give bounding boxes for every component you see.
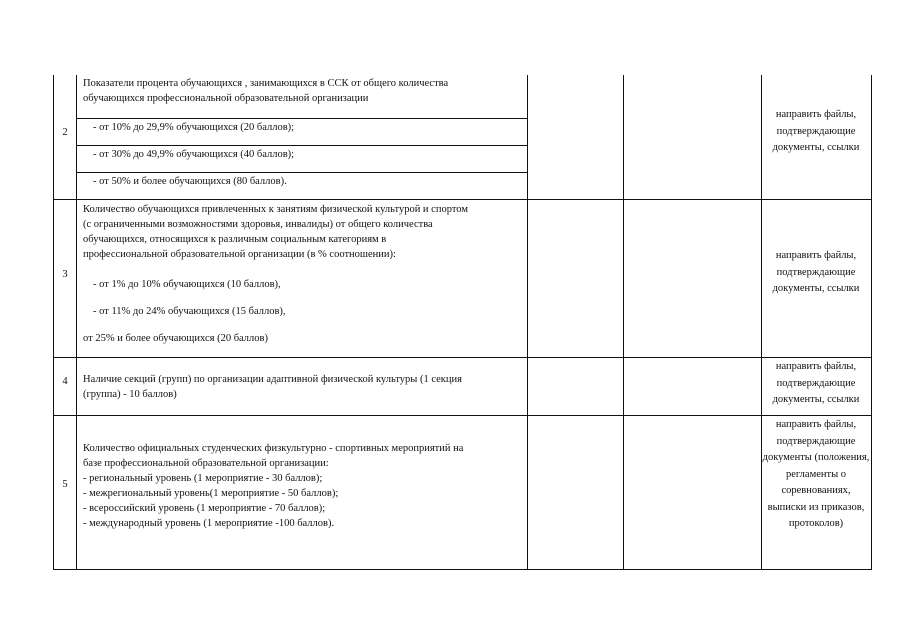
table-border-bottom — [53, 569, 872, 570]
row-separator — [53, 357, 872, 358]
table-border-right — [871, 75, 872, 570]
row-separator — [53, 415, 872, 416]
row-number: 4 — [62, 376, 68, 387]
evidence-note: направить файлы, подтверждающие документы, ссылки — [772, 361, 860, 405]
row-separator — [53, 199, 872, 200]
row2-subdivider — [76, 118, 527, 119]
criterion-option: - от 30% до 49,9% обучающихся (40 баллов); — [93, 149, 295, 160]
criterion-heading: Наличие секций (групп) по организации адаптивной физической культуры (1 секция (группа) - 10 баллов) — [83, 374, 462, 400]
criterion-heading: Показатели процента обучающихся , занимающихся в ССК от общего количества обучающихся профессиональной образовательной организации — [83, 78, 449, 104]
criterion-option: - от 50% и более обучающихся (80 баллов). — [93, 176, 287, 187]
row2-subdivider — [76, 145, 527, 146]
criterion-option: - от 11% до 24% обучающихся (15 баллов), — [93, 306, 286, 317]
row-number: 2 — [62, 127, 68, 138]
column-divider-num — [76, 75, 77, 570]
criterion-option: - от 10% до 29,9% обучающихся (20 баллов); — [93, 122, 295, 133]
column-divider-mid — [623, 75, 624, 570]
table-border-left — [53, 75, 54, 570]
evidence-note: направить файлы, подтверждающие документы, ссылки — [772, 109, 860, 153]
evidence-note: направить файлы, подтверждающие документы, ссылки — [772, 250, 860, 294]
criterion-heading: Количество официальных студенческих физкультурно - спортивных мероприятий на базе профессиональной образовательной организации: - региональный уровень (1 мероприятие - 30 баллов); - межрегиональный уровень(1 мероприятие - 50 баллов); - всероссийский уровень (1 мероприятие - 70 баллов); - международный уровень (1 мероприятие -100 баллов). — [83, 443, 464, 529]
column-divider-criteria — [527, 75, 528, 570]
criteria-table — [53, 75, 872, 570]
criterion-option: - от 1% до 10% обучающихся (10 баллов), — [93, 279, 281, 290]
row2-subdivider — [76, 172, 527, 173]
evidence-note: направить файлы, подтверждающие документы (положения, регламенты о соревнованиях, выписки из приказов, протоколов) — [762, 419, 870, 529]
row-number: 5 — [62, 479, 68, 490]
criterion-heading: Количество обучающихся привлеченных к занятиям физической культурой и спортом (с ограниченными возможностями здоровья, инвалиды) от общего количества обучающихся, относящихся к различным социальным категориям в профессиональной образовательной организации (в % соотношении): — [83, 204, 468, 260]
criterion-option: от 25% и более обучающихся (20 баллов) — [83, 333, 268, 344]
row-number: 3 — [62, 269, 68, 280]
